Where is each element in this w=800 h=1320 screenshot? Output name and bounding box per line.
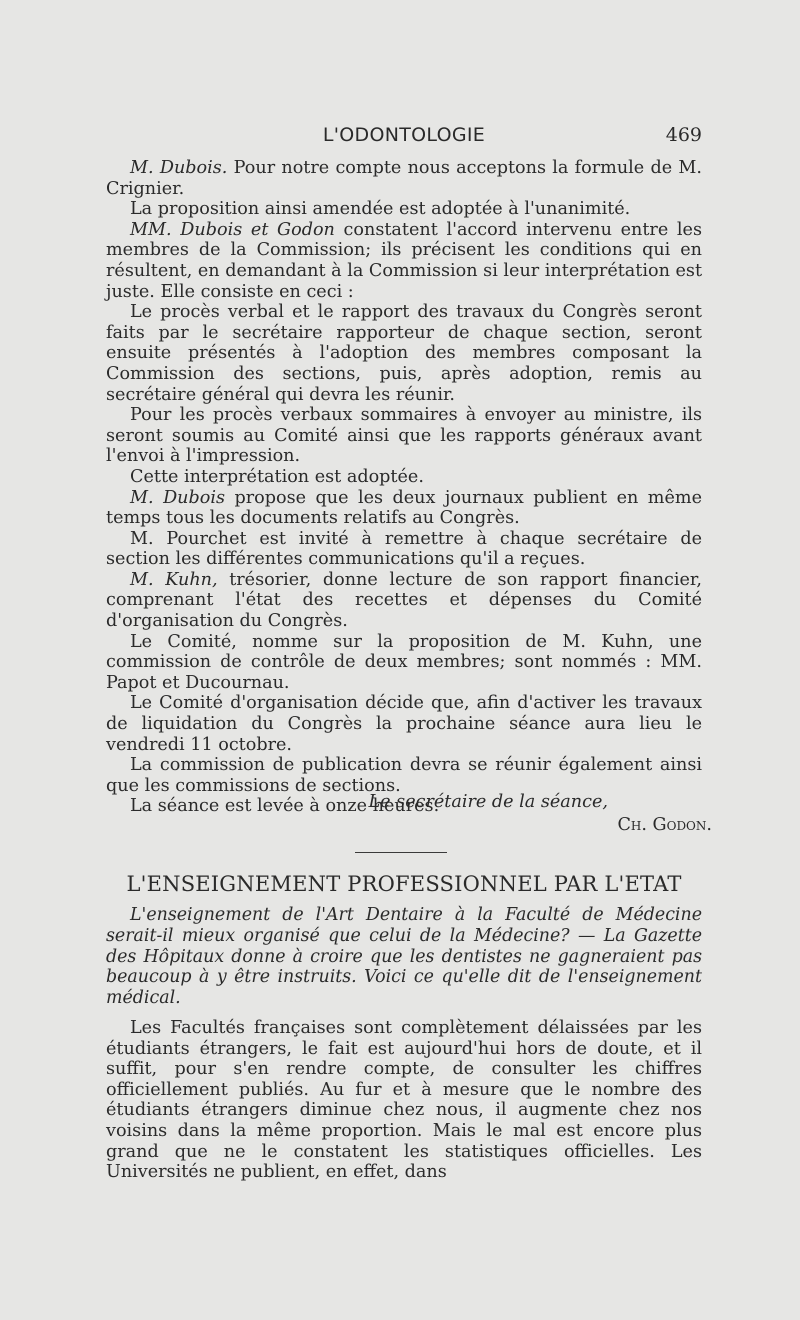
running-title: L'ODONTOLOGIE xyxy=(322,124,486,146)
section-divider xyxy=(355,852,447,853)
paragraph: La proposition ainsi amendée est adoptée à l'unanimité. xyxy=(130,199,631,220)
meeting-minutes xyxy=(106,158,702,817)
paragraph xyxy=(106,488,702,529)
paragraph: La séance est levée à onze heures. xyxy=(130,796,440,817)
page-header xyxy=(106,124,702,150)
paragraph xyxy=(106,220,702,302)
speaker-name: M. Kuhn, xyxy=(130,569,218,590)
paragraph-text: propose que les deux journaux publient en même temps tous les documents relatifs au Congrès. xyxy=(106,487,702,529)
signature-role: Le secrétaire de la séance, xyxy=(368,792,608,812)
abstract-text: L'enseignement de l'Art Dentaire à la Faculté de Médecine serait-il mieux organisé que celui de la Médecine? — La Gazette des Hôpitaux donne à croire que les dentistes ne gagneraient pas beaucoup à y être instruits. Voici ce qu'elle dit de l'enseignement médical. xyxy=(106,905,702,1009)
paragraph: Le Comité, nomme sur la proposition de M. Kuhn, une commission de contrôle de deux membres; sont nommés : MM. Papot et Ducournau. xyxy=(106,631,702,693)
speaker-name: M. Dubois xyxy=(130,487,226,508)
article-title: L'ENSEIGNEMENT PROFESSIONNEL PAR L'ETAT xyxy=(126,872,682,896)
paragraph: Cette interprétation est adoptée. xyxy=(130,466,424,487)
paragraph: Le Comité d'organisation décide que, afin d'activer les travaux de liquidation du Congrès la prochaine séance aura lieu le vendredi 11 octobre. xyxy=(106,693,702,755)
paragraph xyxy=(106,158,702,199)
speaker-name: M. Dubois. xyxy=(130,158,228,178)
paragraph-text: Pour notre compte nous acceptons la formule de M. Crignier. xyxy=(106,158,702,199)
article-abstract xyxy=(106,905,702,1009)
paragraph-text: trésorier, donne lecture de son rapport financier, comprenant l'état des recettes et dépenses du Comité d'organisation du Congrès. xyxy=(106,569,702,632)
paragraph: Les Facultés françaises sont complètement délaissées par les étudiants étrangers, le fait est aujourd'hui hors de doute, et il suffit, pour s'en rendre compte, de consulter les chiffres officiellement publiés. Au fur et à mesure que le nombre des étudiants étrangers diminue chez nous, il augmente chez nos voisins dans la même proportion. Mais le mal est encore plus grand que ne le constatent les statistiques officielles. Les Universités ne publient, en effet, dans xyxy=(106,1018,702,1183)
page-number: 469 xyxy=(665,124,702,146)
article-body xyxy=(106,1018,702,1183)
paragraph xyxy=(106,570,702,632)
paragraph: M. Pourchet est invité à remettre à chaque secrétaire de section les différentes communications qu'il a reçues. xyxy=(106,528,702,570)
speaker-name: MM. Dubois et Godon xyxy=(130,219,335,240)
paragraph: Pour les procès verbaux sommaires à envoyer au ministre, ils seront soumis au Comité ainsi que les rapports généraux avant l'envoi à l'impression. xyxy=(106,405,702,467)
paragraph-text: constatent l'accord intervenu entre les membres de la Commission; ils précisent les conditions qui en résultent, en demandant à la Commission si leur interprétation est juste. Elle consiste en ceci : xyxy=(106,219,703,302)
paragraph: La commission de publication devra se réunir également ainsi que les commissions de sections. xyxy=(106,755,702,796)
signature-name: Ch. Godon. xyxy=(617,815,712,835)
paragraph: Le procès verbal et le rapport des travaux du Congrès seront faits par le secrétaire rapporteur de chaque section, seront ensuite présentés à l'adoption des membres composant la Commission des sections, puis, après adoption, remis au secrétaire général qui devra les réunir. xyxy=(106,302,702,405)
